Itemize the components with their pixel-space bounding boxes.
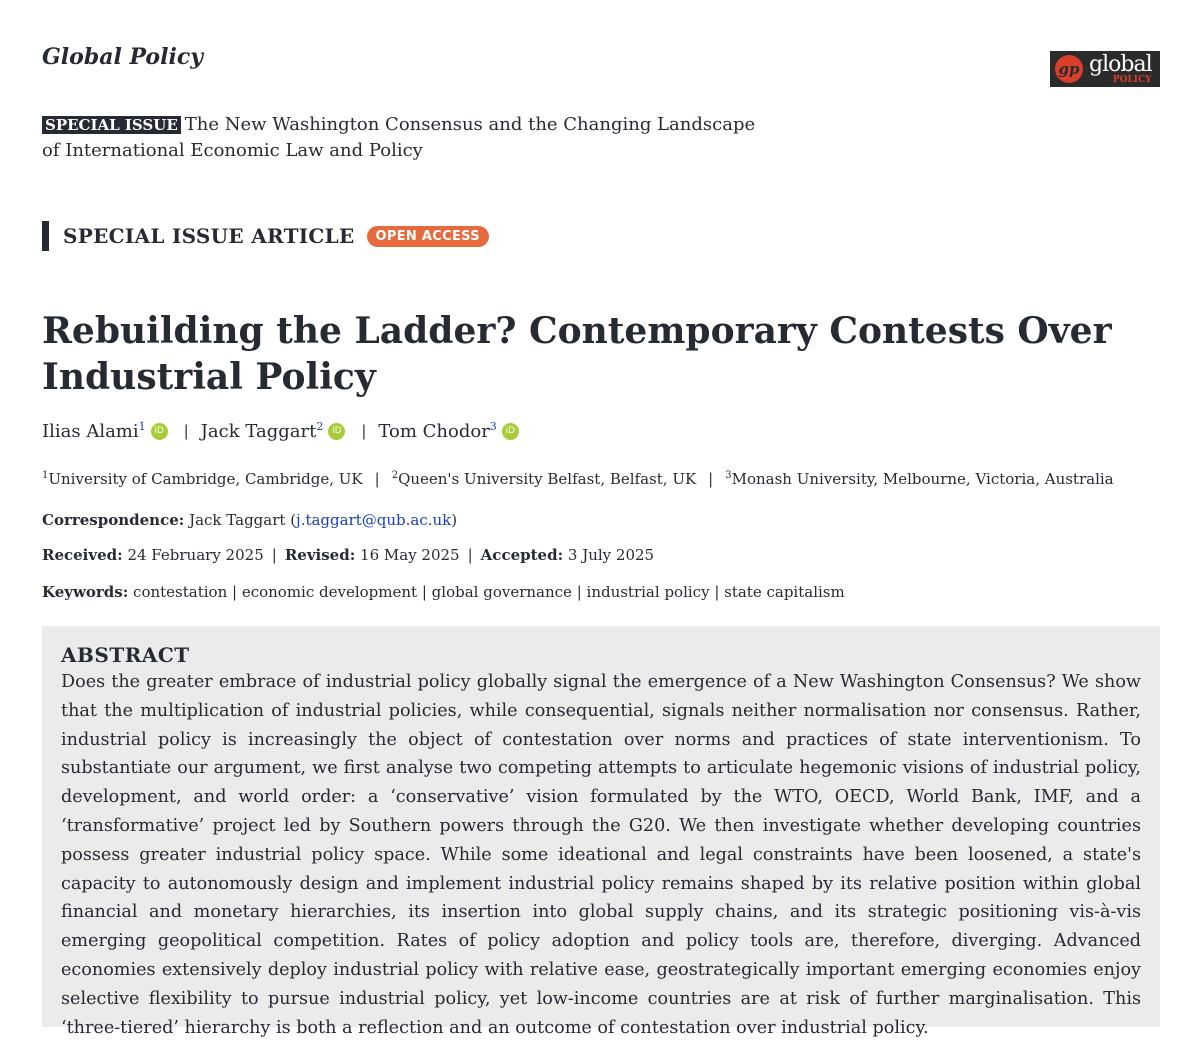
orcid-icon[interactable]: iD [328, 423, 345, 440]
logo-sub: POLICY [1112, 74, 1152, 85]
abstract-text: Does the greater embrace of industrial policy globally signal the emergence of a New Washington Consensus? We show that the multiplication of industrial policies, while consequential, signals neither normalisation nor consensus. Rather, industrial policy is increasingly the object of contestation over norms and practices of state interventionism. To substantiate our argument, we first analyse two competing attempts to articulate hegemonic visions of industrial policy, development, and world order: a ‘conservative’ vision formulated by the WTO, OECD, World Bank, IMF, and a ‘transformative’ project led by Southern powers through the G20. We then investigate whether developing countries possess greater industrial policy space. While some ideational and legal constraints have been loosened, a state's capacity to autonomously design and implement industrial policy remains shaped by its relative position within global financial and monetary hierarchies, its insertion into global supply chains, and its strategic positioning vis-à-vis emerging geopolitical competition. Rates of policy adoption and policy tools are, therefore, diverging. Advanced economies extensively deploy industrial policy with relative ease, geostrategically important emerging economies enjoy selective flexibility to pursue industrial policy, yet low-income countries are at risk of further marginalisation. This ‘three-tiered’ hierarchy is both a reflection and an outcome of contestation over industrial policy. [61, 672, 1141, 1038]
article-title: Rebuilding the Ladder? Contemporary Contests Over Industrial Policy [42, 310, 1112, 398]
affiliation: Queen's University Belfast, Belfast, UK [398, 470, 697, 488]
logo-mark: gp [1055, 55, 1083, 83]
abstract-box [42, 626, 1160, 1038]
keyword[interactable]: contestation [133, 583, 228, 601]
special-issue [42, 112, 762, 163]
abstract-heading: ABSTRACT [61, 643, 190, 667]
correspondence: Correspondence: Jack Taggart (j.taggart@qub.ac.uk) [42, 511, 458, 529]
special-issue-badge: SPECIAL ISSUE [42, 116, 181, 134]
keyword[interactable]: economic development [241, 583, 418, 601]
separator: | [361, 422, 367, 440]
open-access-badge: OPEN ACCESS [367, 226, 489, 247]
keyword[interactable]: global governance [431, 583, 572, 601]
orcid-icon[interactable]: iD [151, 423, 168, 440]
affiliation: University of Cambridge, Cambridge, UK [48, 470, 363, 488]
author[interactable]: Tom Chodor$^3$ [378, 420, 497, 442]
keyword[interactable]: state capitalism [724, 583, 845, 601]
journal-logo [1050, 51, 1160, 87]
orcid-icon[interactable]: iD [502, 423, 519, 440]
special-issue-title[interactable]: The New Washington Consensus and the Changing Landscape of International Economic Law and Policy [42, 114, 756, 161]
keywords: Keywords: contestation | economic development | global governance | industrial policy | state capitalism [42, 583, 845, 601]
logo-word: global [1089, 51, 1152, 77]
author[interactable]: Ilias Alami$^1$ [42, 420, 146, 442]
separator: | [183, 422, 189, 440]
article-type-label: SPECIAL ISSUE ARTICLE [63, 224, 355, 248]
journal-name: Global Policy [42, 44, 203, 70]
author[interactable]: Jack Taggart$^2$ [200, 420, 324, 442]
article-type [42, 221, 489, 251]
dates: Received: 24 February 2025 | Revised: 16 May 2025 | Accepted: 3 July 2025 [42, 546, 655, 564]
author-list [42, 420, 523, 442]
email-link[interactable]: j.taggart@qub.ac.uk [296, 511, 452, 529]
keyword[interactable]: industrial policy [586, 583, 710, 601]
affiliations: $^1$University of Cambridge, Cambridge, UK | $^2$Queen's University Belfast, Belfast, UK | $^3$Monash University, Melbourne, Victoria, Australia [42, 470, 1114, 488]
affiliation: Monash University, Melbourne, Victoria, Australia [731, 470, 1114, 488]
